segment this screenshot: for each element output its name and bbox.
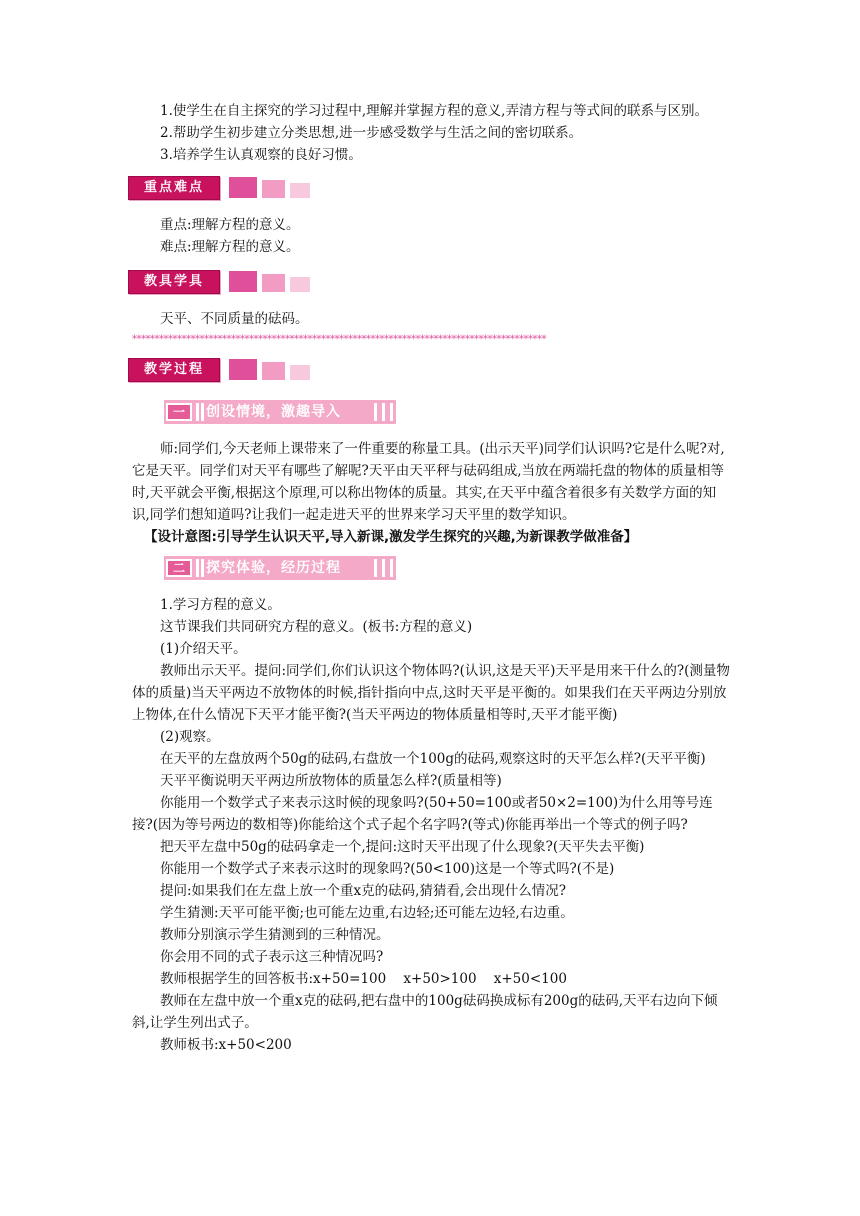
body-line: 教师根据学生的回答板书:x+50=100 x+50>100 x+50<100 bbox=[160, 971, 567, 987]
section-label: 重点难点 bbox=[128, 176, 220, 200]
decor-bar bbox=[374, 559, 377, 577]
tools-text: 天平、不同质量的砝码。 bbox=[160, 311, 309, 327]
section-label: 教具学具 bbox=[128, 270, 220, 294]
subsection-title: 创设情境，激趣导入 bbox=[206, 404, 341, 420]
subsection-banner-1 bbox=[164, 400, 396, 424]
document-page bbox=[132, 100, 732, 1056]
decor-bar bbox=[390, 559, 393, 577]
body-line: 你能用一个数学式子来表示这时的现象吗?(50<100)这是一个等式吗?(不是) bbox=[160, 861, 615, 877]
body-line: (2)观察。 bbox=[160, 729, 220, 745]
goal-3: 3.培养学生认真观察的良好习惯。 bbox=[160, 147, 362, 163]
decor-bar bbox=[390, 403, 393, 421]
design-intent: 【设计意图:引导学生认识天平,导入新课,激发学生探究的兴趣,为新课教学做准备】 bbox=[144, 529, 638, 545]
intro-paragraph: 师:同学们,今天老师上课带来了一件重要的称量工具。(出示天平)同学们认识吗?它是什么呢?对,它是天平。同学们对天平有哪些了解呢?天平由天平秤与砝码组成,当放在两端托盘的物体的质量相等时,天平就会平衡,根据这个原理,可以称出物体的质量。其实,在天平中蕴含着很多有关数学方面的知识,同学们想知道吗?让我们一起走进天平的世界来学习天平里的数学知识。 bbox=[132, 441, 725, 523]
subsection-banner-2 bbox=[164, 556, 396, 580]
decor-bar bbox=[201, 559, 204, 577]
star-divider: ******************************************************************************************** bbox=[132, 334, 546, 345]
body-line: (1)介绍天平。 bbox=[160, 641, 247, 657]
decor-bar bbox=[196, 403, 199, 421]
decor-square bbox=[262, 180, 285, 198]
key-point: 重点:理解方程的意义。 bbox=[160, 217, 300, 233]
decor-square bbox=[229, 271, 257, 292]
body-line: 你能用一个数学式子来表示这时候的现象吗?(50+50=100或者50×2=100)为什么用等号连接?(因为等号两边的数相等)你能给这个式子起个名字吗?(等式)你能再举出一个等式的例子吗? bbox=[132, 795, 713, 833]
body-line: 1.学习方程的意义。 bbox=[160, 597, 281, 613]
goal-2: 2.帮助学生初步建立分类思想,进一步感受数学与生活之间的密切联系。 bbox=[160, 125, 583, 141]
decor-bar bbox=[196, 559, 199, 577]
body-line: 提问:如果我们在左盘上放一个重x克的砝码,猜猜看,会出现什么情况? bbox=[160, 883, 566, 899]
section-key-points bbox=[128, 174, 732, 202]
section-process bbox=[128, 356, 732, 384]
body-line: 学生猜测:天平可能平衡;也可能左边重,右边轻;还可能左边轻,右边重。 bbox=[160, 905, 574, 921]
subsection-title: 探究体验，经历过程 bbox=[206, 560, 341, 576]
decor-square bbox=[229, 359, 257, 380]
decor-bar bbox=[201, 403, 204, 421]
body-line: 教师出示天平。提问:同学们,你们认识这个物体吗?(认识,这是天平)天平是用来干什么的?(测量物体的质量)当天平两边不放物体的时候,指针指向中点,这时天平是平衡的。如果我们在天平两边分别放上物体,在什么情况下天平才能平衡?(当天平两边的物体质量相等时,天平才能平衡) bbox=[132, 663, 730, 723]
decor-square bbox=[290, 277, 310, 292]
decor-square bbox=[290, 365, 310, 380]
body-line: 教师分别演示学生猜测到的三种情况。 bbox=[160, 927, 390, 943]
section-tools bbox=[128, 268, 732, 296]
difficult-point: 难点:理解方程的意义。 bbox=[160, 239, 300, 255]
decor-square bbox=[290, 183, 310, 198]
body-line: 你会用不同的式子表示这三种情况吗? bbox=[160, 949, 384, 965]
section-label: 教学过程 bbox=[128, 358, 220, 382]
subsection-number: 一 bbox=[166, 403, 192, 421]
decor-bar bbox=[374, 403, 377, 421]
goal-1: 1.使学生在自主探究的学习过程中,理解并掌握方程的意义,弄清方程与等式间的联系与区别。 bbox=[160, 103, 708, 119]
decor-bar bbox=[382, 403, 385, 421]
body-line: 这节课我们共同研究方程的意义。(板书:方程的意义) bbox=[160, 619, 473, 635]
body-line: 天平平衡说明天平两边所放物体的质量怎么样?(质量相等) bbox=[160, 773, 502, 789]
decor-square bbox=[262, 362, 285, 380]
body-line: 教师板书:x+50<200 bbox=[160, 1037, 292, 1053]
decor-bar bbox=[382, 559, 385, 577]
body-line: 教师在左盘中放一个重x克的砝码,把右盘中的100g砝码换成标有200g的砝码,天平右边向下倾斜,让学生列出式子。 bbox=[132, 993, 718, 1031]
subsection-number: 二 bbox=[166, 559, 192, 577]
decor-square bbox=[262, 274, 285, 292]
body-line: 在天平的左盘放两个50g的砝码,右盘放一个100g的砝码,观察这时的天平怎么样?(天平平衡) bbox=[160, 751, 706, 767]
body-line: 把天平左盘中50g的砝码拿走一个,提问:这时天平出现了什么现象?(天平失去平衡) bbox=[160, 839, 645, 855]
decor-square bbox=[229, 177, 257, 198]
